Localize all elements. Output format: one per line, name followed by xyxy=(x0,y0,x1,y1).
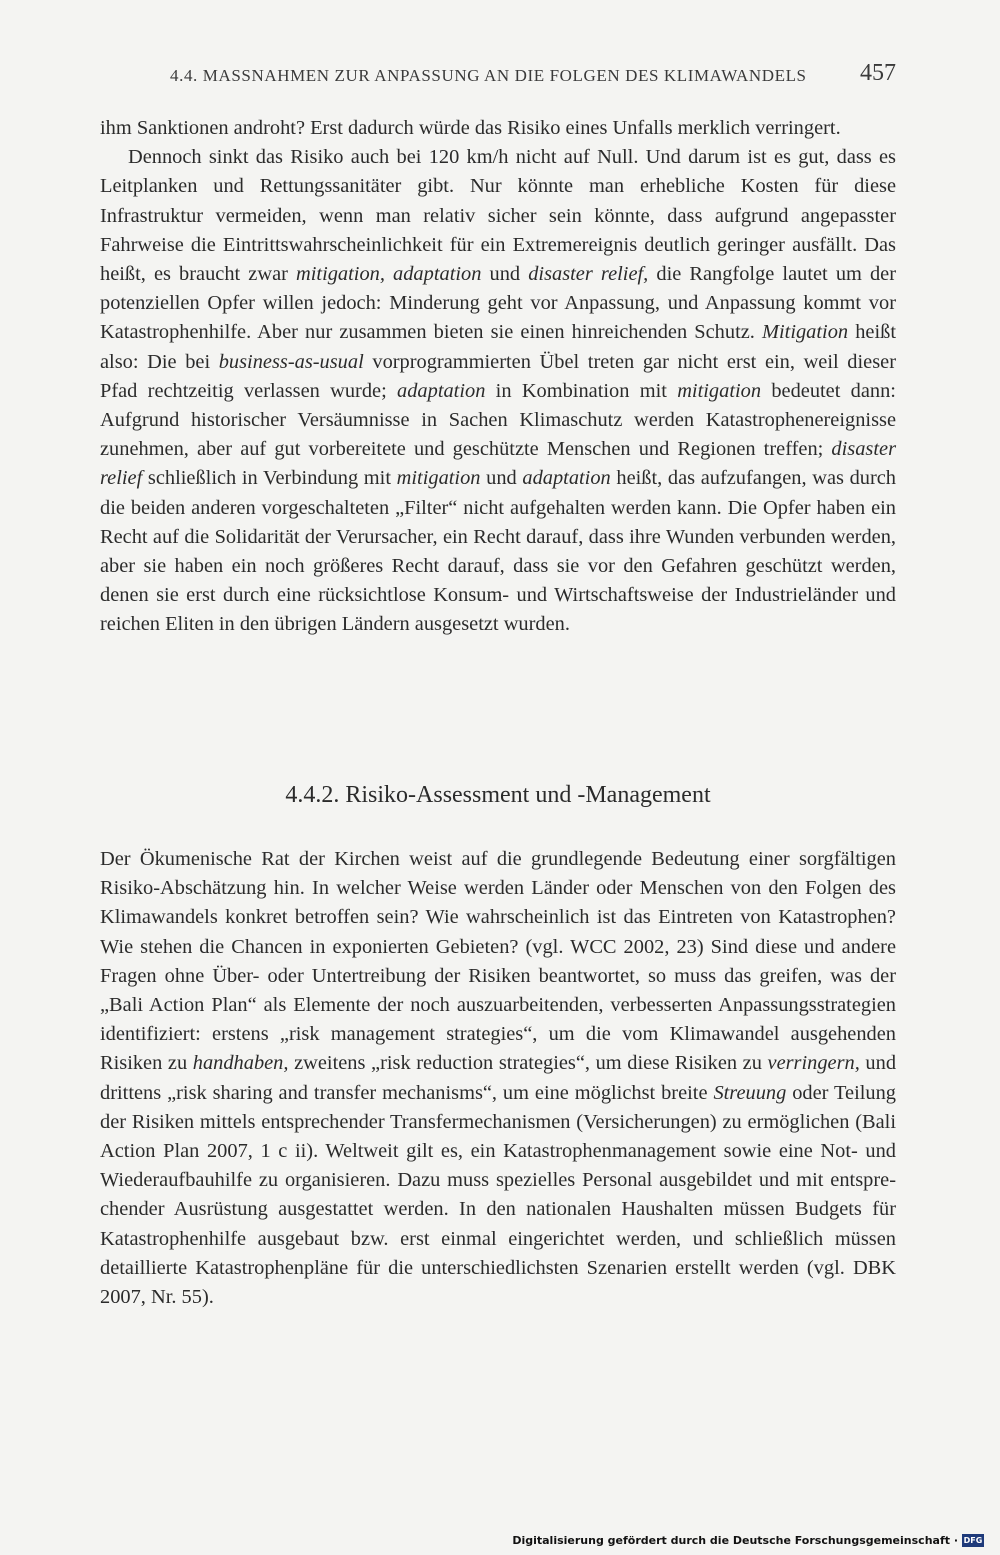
digitization-credit xyxy=(512,1534,984,1547)
section-heading: 4.4.2. Risiko-Assessment und -Management xyxy=(285,782,711,808)
dfg-logo: DFG xyxy=(963,1536,983,1545)
body-text-upper xyxy=(100,114,896,640)
credit-text: Digitalisierung gefördert durch die Deutsche Forschungsgemeinschaft · xyxy=(512,1534,958,1547)
body-text-lower xyxy=(100,845,896,1312)
page-number: 457 xyxy=(860,60,896,86)
paragraph-risk-assessment: Der Ökumenische Rat der Kirchen weist auf die grundlegende Bedeutung einer sorgfältigen Risiko-Abschätzung hin. In welcher Weise werden Länder oder Menschen von den Folgen des Klimawandels konkret betroffen sein? Wie wahrscheinlich ist das Eintreten von Katastrophen? Wie stehen die Chancen in exponierten Gebieten? (vgl. WCC 2002, 23) Sind diese und andere Fragen ohne Über- oder Untertreibung der Risiken beantwortet, so muss das greifen, was der „Bali Action Plan“ als Elemente der noch auszuarbeitenden, verbesserten Anpassungsstrategien identifiziert: erstens „risk management strategies“, um die vom Klimawandel ausgehenden Risiken zu handhaben, zweitens „risk reduction strategies“, um diese Risiken zu verringern, und drittens „risk sharing and transfer mechanisms“, um eine möglichst breite Streuung oder Teilung der Risiken mittels entsprechender Transfermechanismen (Versicherungen) zu ermöglichen (Bali Action Plan 2007, 1 c ii). Weltweit gilt es, ein Katastrophenmanagement sowie eine Not- und Wiederaufbauhilfe zu organisieren. Dazu muss spezielles Personal ausgebildet und mit entsprechender Ausrüstung ausgestattet werden. In den nationalen Haushalten müssen Budgets für Katastrophenhilfe ausgebaut bzw. erst einmal eingerichtet werden, und schließlich müssen detaillierte Katastrophenpläne für die unterschiedlichsten Szenarien erstellt werden (vgl. DBK 2007, Nr. 55). xyxy=(100,848,897,1309)
running-head xyxy=(100,60,896,90)
running-head-title: 4.4. MASSNAHMEN ZUR ANPASSUNG AN DIE FOLGEN DES KLIMAWANDELS xyxy=(170,66,807,85)
paragraph-continuation: ihm Sanktionen androht? Erst dadurch würde das Risiko eines Unfalls merklich verringert. xyxy=(100,117,841,139)
paragraph-mitigation-adaptation: Dennoch sinkt das Risiko auch bei 120 km/h nicht auf Null. Und darum ist es gut, dass es Leitplanken und Rettungssanitäter gibt. Nur könnte man erhebliche Kosten für diese Infrastruktur vermeiden, wenn man relativ sicher sein könnte, dass aufgrund angepasster Fahrweise die Eintrittswahrscheinlichkeit für ein Extremereignis deutlich geringer ausfällt. Das heißt, es braucht zwar mitigation, adaptation und disaster relief, die Rangfolge lautet um der potenziellen Opfer willen jedoch: Minderung geht vor Anpassung, und Anpassung kommt vor Katastrophenhilfe. Aber nur zusammen bieten sie einen hinreichenden Schutz. Mitigation heißt also: Die bei business-as-usual vorprogrammierten Übel treten gar nicht erst ein, weil dieser Pfad rechtzeitig verlassen wurde; adaptation in Kombination mit mitigation bedeutet dann: Aufgrund historischer Versäumnisse in Sachen Klimaschutz werden Katastrophenereignisse zunehmen, aber auf gut vorbereitete und geschützte Menschen und Regionen treffen; disaster relief schließlich in Verbindung mit mitigation und adaptation heißt, das aufzufangen, was durch die beiden anderen vorgeschalteten „Filter“ nicht aufgehalten werden kann. Die Opfer haben ein Recht auf die Solidarität der Verursacher, ein Recht darauf, dass ihre Wunden verbunden werden, aber sie haben ein noch größeres Recht darauf, dass sie vor den Gefahren geschützt werden, denen sie erst durch eine rücksichtlose Konsum- und Wirtschaftsweise der Industrieländer und reichen Eliten in den übrigen Ländern ausgesetzt wurden. xyxy=(100,146,897,636)
